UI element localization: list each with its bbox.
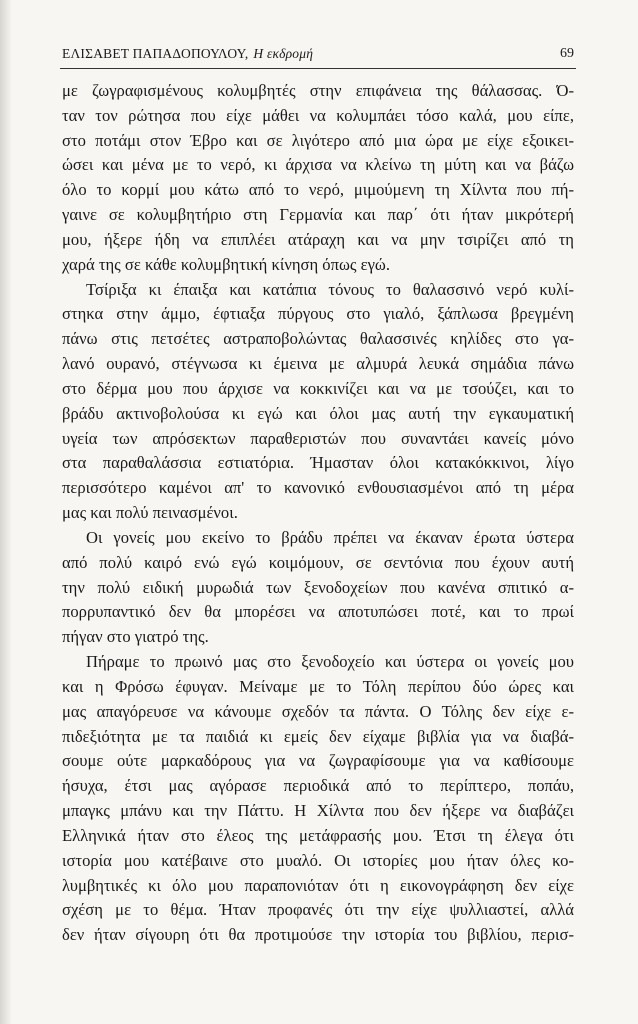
page-number: 69 — [560, 46, 574, 61]
page-gutter-shadow — [0, 0, 12, 1024]
running-head-author — [62, 46, 313, 62]
text-line: μας απαγόρευσε να κάνουμε σχεδόν τα πάντα. Ο Τόλης δεν είχε ε- — [62, 701, 574, 721]
text-line: υγεία των απρόσεκτων παραθεριστών που συναντάει κανείς μόνο — [62, 428, 574, 448]
text-line: σουμε ούτε μαρκαδόρους για να ζωγραφίσουμε για να καθίσουμε — [62, 751, 574, 771]
text-line: ιστορία μου κατέβαινε στο μυαλό. Οι ιστορίες μου ήταν όλες κο- — [62, 850, 574, 870]
text-line: Τσίριξα κι έπαιξα και κατάπια τόνους το θαλασσινό νερό κυλί- — [86, 279, 574, 299]
text-line: πιδεξιότητα με τα παιδιά κι εμείς δεν είχαμε βιβλία για να διαβά- — [62, 726, 574, 746]
text-line: δεν ήταν σίγουρη ότι θα προτιμούσε την ιστορία του βιβλίου, περισ- — [62, 925, 574, 945]
text-line: σχέση με το θέμα. Ήταν προφανές ότι την είχε ψυλλιαστεί, αλλά — [62, 900, 574, 920]
text-line: από πολύ καιρό ενώ εγώ κοιμόμουν, σε σεντόνια που έχουν αυτή — [62, 552, 574, 572]
text-line: ταν τον ρώτησα που είχε μάθει να κολυμπάει τόσο καλά, μου είπε, — [62, 105, 574, 125]
text-line: μας και πολύ πεινασμένοι. — [62, 503, 238, 523]
header-rule — [60, 68, 576, 69]
text-line: περισσότερο καμένοι απ' το κανονικό ενθουσιασμένοι από τη μέρα — [62, 478, 574, 498]
text-line: στηκα στην άμμο, έφτιαξα πύργους στο γιαλό, ξάπλωσα βρεγμένη — [62, 304, 574, 324]
text-line: μου, ήξερε ήδη να επιπλέει ατάραχη και να μην τσιρίζει από τη — [62, 229, 574, 249]
text-line: στα παραθαλάσσια εστιατόρια. Ήμασταν όλοι κατακόκκινοι, λίγο — [62, 453, 574, 473]
text-line: ώσει και μένα με το νερό, κι άρχισα να κλείνω τη μύτη και να βάζω — [62, 155, 574, 175]
running-head — [62, 46, 574, 64]
text-line: γαινε σε κολυμβητήριο στη Γερμανία και παρ΄ ότι ήταν μικρότερή — [62, 205, 574, 225]
text-line: βράδυ ακτινοβολούσα κι εγώ και όλοι μας αυτή την εγκαυματική — [62, 403, 574, 423]
text-line: και η Φρόσω έφυγαν. Μείναμε με το Τόλη περίπου δύο ώρες και — [62, 676, 574, 696]
text-line: στο δέρμα μου που άρχισε να κοκκινίζει και να με τσούζει, και το — [62, 378, 574, 398]
text-line: μπαγκς μπάνυ και την Πάττυ. Η Χίλντα που δεν ήξερε να διαβάζει — [62, 801, 574, 821]
body-text — [62, 79, 574, 948]
text-line: με ζωγραφισμένους κολυμβητές στην επιφάνεια της θάλασσας. Ό- — [62, 81, 574, 100]
text-line: πήγαν στο γιατρό της. — [62, 627, 209, 647]
text-line: όλο το κορμί μου κάτω από το νερό, μιμούμενη τη Χίλντα που πή- — [62, 180, 574, 200]
author-name: ΕΛΙΣΑΒΕΤ ΠΑΠΑΔΟΠΟΥΛΟΥ, — [62, 46, 249, 61]
text-line: λανό ουρανό, στέγνωσα κι έμεινα με αλμυρά λευκά σημάδια πάνω — [62, 354, 574, 374]
text-line: Πήραμε το πρωινό μας στο ξενοδοχείο και ύστερα οι γονείς μου — [86, 652, 574, 672]
text-line: ήσυχα, έτσι μας αγόρασε περιοδικά από το περίπτερο, ποπάυ, — [62, 776, 574, 796]
text-line: την πολύ ειδική μυρωδιά των ξενοδοχείων που κανένα σπιτικό α- — [62, 577, 574, 597]
text-line: πορρυπαντικό δεν θα μπορέσει να αποτυπώσει ποτέ, και το πρωί — [62, 602, 574, 622]
text-line: χαρά της σε κάθε κολυμβητική κίνηση όπως εγώ. — [62, 254, 390, 274]
text-line: στο ποτάμι στον Έβρο και σε λιγότερο από μια ώρα με είχε εξοικει- — [62, 130, 574, 150]
text-line: Ελληνικά ήταν στο έλεος της μετάφρασής μου. Έτσι τη έλεγα ότι — [62, 825, 574, 845]
book-title: Η εκδρομή — [253, 46, 314, 61]
text-line: λυμβητικές κι όλο μου παραπονιόταν ότι η εικονογράφηση δεν είχε — [62, 875, 574, 895]
text-line: Οι γονείς μου εκείνο το βράδυ πρέπει να έκαναν έρωτα ύστερα — [86, 527, 574, 547]
text-line: πάνω στις πετσέτες αστραποβολώντας θαλασσινές κηλίδες στο γα- — [62, 329, 574, 349]
